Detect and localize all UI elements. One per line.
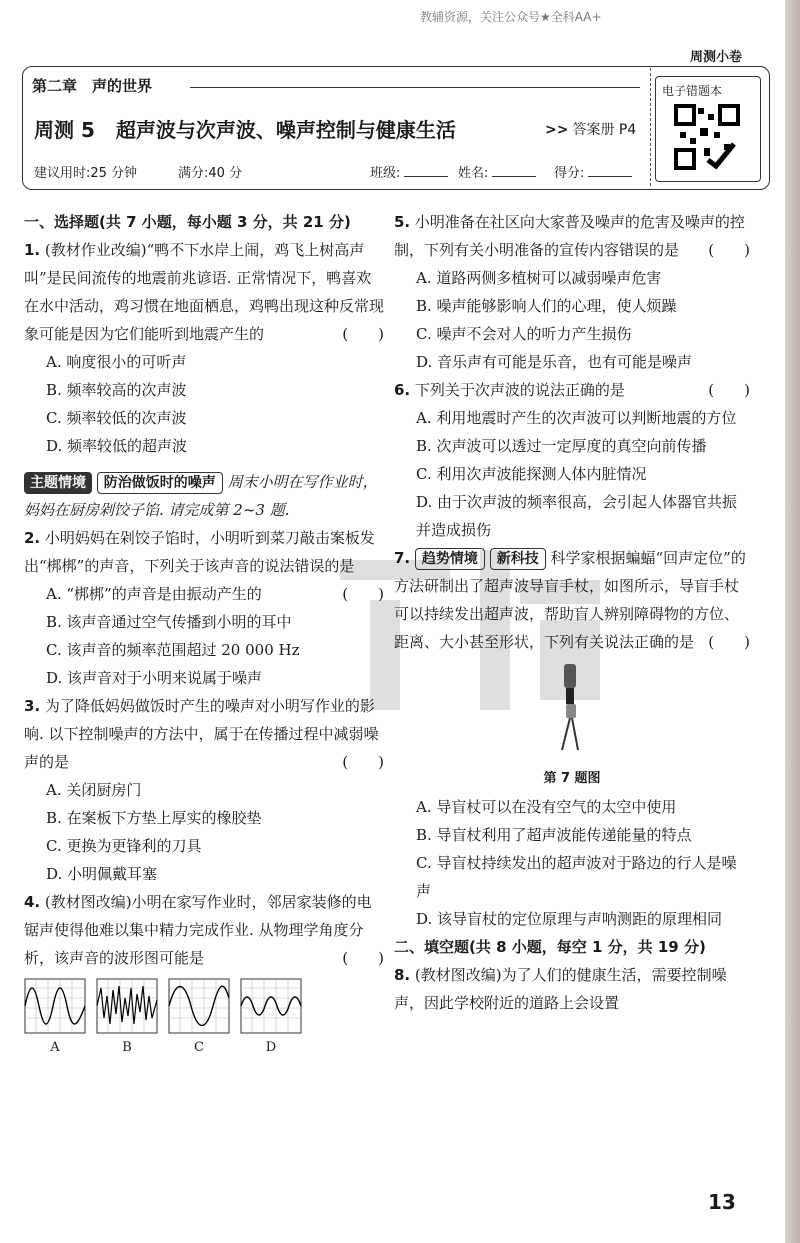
question-number: 2. (24, 529, 41, 547)
title-text: 超声波与次声波、噪声控制与健康生活 (115, 118, 456, 142)
title-number: 周测 5 (34, 118, 95, 142)
page-number: 13 (708, 1190, 736, 1214)
waveform-c-graph (168, 978, 230, 1034)
score-label: 得分: (554, 166, 585, 181)
answer-paren[interactable]: ( ) (342, 585, 384, 603)
option-b: B. 在案板下方垫上厚实的橡胶垫 (46, 809, 262, 827)
answer-ref-text: 答案册 P4 (572, 122, 637, 138)
qr-code-icon[interactable] (674, 104, 740, 170)
question-number: 4. (24, 893, 41, 911)
class-label: 班级: (370, 166, 401, 181)
question-number: 1. (24, 241, 41, 259)
waveform-d-graph (240, 978, 302, 1034)
answer-ref (545, 119, 636, 139)
option-a: A. 利用地震时产生的次声波可以判断地震的方位 (416, 409, 737, 427)
full-score: 满分:40 分 (178, 166, 243, 181)
answer-paren[interactable]: ( ) (708, 633, 750, 651)
chapter-label: 第二章 声的世界 (32, 77, 153, 95)
question-number: 5. (394, 213, 411, 231)
waveform-c-label: C (194, 1040, 204, 1055)
theme-title: 防治做饭时的噪声 (97, 472, 223, 494)
option-d: D. 由于次声波的频率很高，会引起人体器官共振并造成损伤 (416, 493, 738, 539)
waveform-options (24, 978, 384, 1062)
question-text: 下列关于次声波的说法正确的是 (414, 381, 625, 399)
question-text: (教材图改编)小明在家写作业时，邻居家装修的电锯声使得他难以集中精力完成作业. 从物理学角度分析，该声音的波形图可能是 (24, 893, 372, 967)
option-d: D. 该导盲杖的定位原理与声呐测距的原理相同 (416, 910, 723, 928)
question-number: 3. (24, 697, 41, 715)
waveform-b-label: B (122, 1040, 132, 1055)
series-tab: 周测小卷 (690, 50, 743, 65)
option-d: D. 小明佩戴耳塞 (46, 865, 158, 883)
option-b: B. 频率较高的次声波 (46, 381, 187, 399)
option-c: C. 频率较低的次声波 (46, 409, 187, 427)
question-text: 为了降低妈妈做饭时产生的噪声对小明写作业的影响. 以下控制噪声的方法中，属于在传播过程中减弱噪声的是 (24, 697, 379, 771)
option-d: D. 频率较低的超声波 (46, 437, 188, 455)
qr-label: 电子错题本 (662, 84, 723, 98)
score-blank[interactable] (588, 176, 632, 177)
waveform-d-label: D (265, 1040, 277, 1055)
option-b: B. 次声波可以透过一定厚度的真空向前传播 (416, 437, 707, 455)
option-c: C. 利用次声波能探测人体内脏情况 (416, 465, 647, 483)
question-7 (394, 544, 750, 656)
option-d: D. 该声音对于小明来说属于噪声 (46, 669, 263, 687)
option-a: A. “梆梆”的声音是由振动产生的 (46, 585, 262, 603)
top-banner: 教辅资源，关注公众号★全科AA+ (420, 10, 602, 24)
question-6 (394, 376, 750, 404)
question-number: 6. (394, 381, 411, 399)
question-text: 小明准备在社区向大家普及噪声的危害及噪声的控制，下列有关小明准备的宣传内容错误的是 (394, 213, 745, 259)
answer-paren[interactable]: ( ) (342, 949, 384, 967)
waveform-b[interactable] (96, 978, 158, 1062)
question-1 (24, 236, 384, 348)
answer-paren[interactable]: ( ) (342, 753, 384, 771)
theme-context (24, 468, 384, 524)
answer-paren[interactable]: ( ) (708, 381, 750, 399)
option-c: C. 导盲杖持续发出的超声波对于路边的行人是噪声 (416, 854, 737, 900)
waveform-a[interactable] (24, 978, 86, 1062)
option-b: B. 噪声能够影响人们的心理，使人烦躁 (416, 297, 677, 315)
option-a: A. 道路两侧多植树可以减弱噪声危害 (416, 269, 662, 287)
question-3 (24, 692, 384, 776)
class-field (370, 162, 448, 181)
theme-badge: 主题情境 (24, 472, 92, 494)
section-fill-title: 二、填空题(共 8 小题，每空 1 分，共 19 分) (394, 938, 706, 956)
question-text: (教材图改编)为了人们的健康生活，需要控制噪声，因此学校附近的道路上会设置 (394, 966, 727, 1012)
waveform-a-label: A (50, 1040, 60, 1055)
question-8 (394, 961, 750, 1017)
question-text: 小明妈妈在剁饺子馅时，小明听到菜刀敲击案板发出“梆梆”的声音，下列关于该声音的说法错误的是 (24, 529, 375, 575)
page-title (34, 114, 456, 143)
answer-paren[interactable]: ( ) (342, 325, 384, 343)
option-a: A. 关闭厨房门 (46, 781, 142, 799)
question-number: 8. (394, 966, 411, 984)
class-blank[interactable] (404, 176, 448, 177)
right-column (394, 208, 750, 1017)
waveform-d[interactable] (240, 978, 302, 1062)
question-4 (24, 888, 384, 972)
question-5 (394, 208, 750, 264)
question-number: 7. (394, 549, 411, 567)
waveform-b-graph (96, 978, 158, 1034)
option-b: B. 导盲杖利用了超声波能传递能量的特点 (416, 826, 692, 844)
suggested-time: 建议用时:25 分钟 (34, 166, 138, 181)
option-c: C. 更换为更锋利的刀具 (46, 837, 202, 855)
theme-text: 周末小明在写作业时，妈妈在厨房剁饺子馅. 请完成第 2~3 题. (24, 473, 378, 519)
chapter-rule (190, 87, 640, 88)
guide-cane-icon (542, 660, 602, 752)
name-blank[interactable] (492, 176, 536, 177)
figure-7 (394, 660, 750, 761)
option-b: B. 该声音通过空气传播到小明的耳中 (46, 613, 292, 631)
waveform-a-graph (24, 978, 86, 1034)
tech-badge: 新科技 (490, 548, 546, 570)
name-label: 姓名: (458, 166, 489, 181)
option-d: D. 音乐声有可能是乐音，也有可能是噪声 (416, 353, 693, 371)
option-a: A. 响度很小的可听声 (46, 353, 187, 371)
option-a: A. 导盲杖可以在没有空气的太空中使用 (416, 798, 677, 816)
question-text: (教材作业改编)“鸭不下水岸上闹，鸡飞上树高声叫”是民间流传的地震前兆谚语. 正常情况下，鸭喜欢在水中活动，鸡习惯在地面栖息，鸡鸭出现这种反常现象可能是因为它们能听到地震产生的 (24, 241, 385, 343)
option-c: C. 噪声不会对人的听力产生损伤 (416, 325, 632, 343)
section-choice-title: 一、选择题(共 7 小题，每小题 3 分，共 21 分) (24, 213, 351, 231)
figure-7-caption: 第 7 题图 (543, 771, 601, 786)
score-field (554, 162, 632, 181)
double-chevron-icon: >> (545, 122, 569, 138)
left-column (24, 208, 384, 1062)
page-edge (785, 0, 800, 1243)
waveform-c[interactable] (168, 978, 230, 1062)
dashed-separator (650, 68, 651, 186)
question-text: 科学家根据蝙蝠“回声定位”的方法研制出了超声波导盲手杖，如图所示，导盲手杖可以持续发出超声波，帮助盲人辨别障碍物的方位、距离、大小甚至形状，下列有关说法正确的是 (394, 549, 746, 651)
name-field (458, 162, 536, 181)
answer-paren[interactable]: ( ) (708, 241, 750, 259)
option-c: C. 该声音的频率范围超过 20 000 Hz (46, 641, 300, 659)
trend-badge: 趋势情境 (415, 548, 485, 570)
